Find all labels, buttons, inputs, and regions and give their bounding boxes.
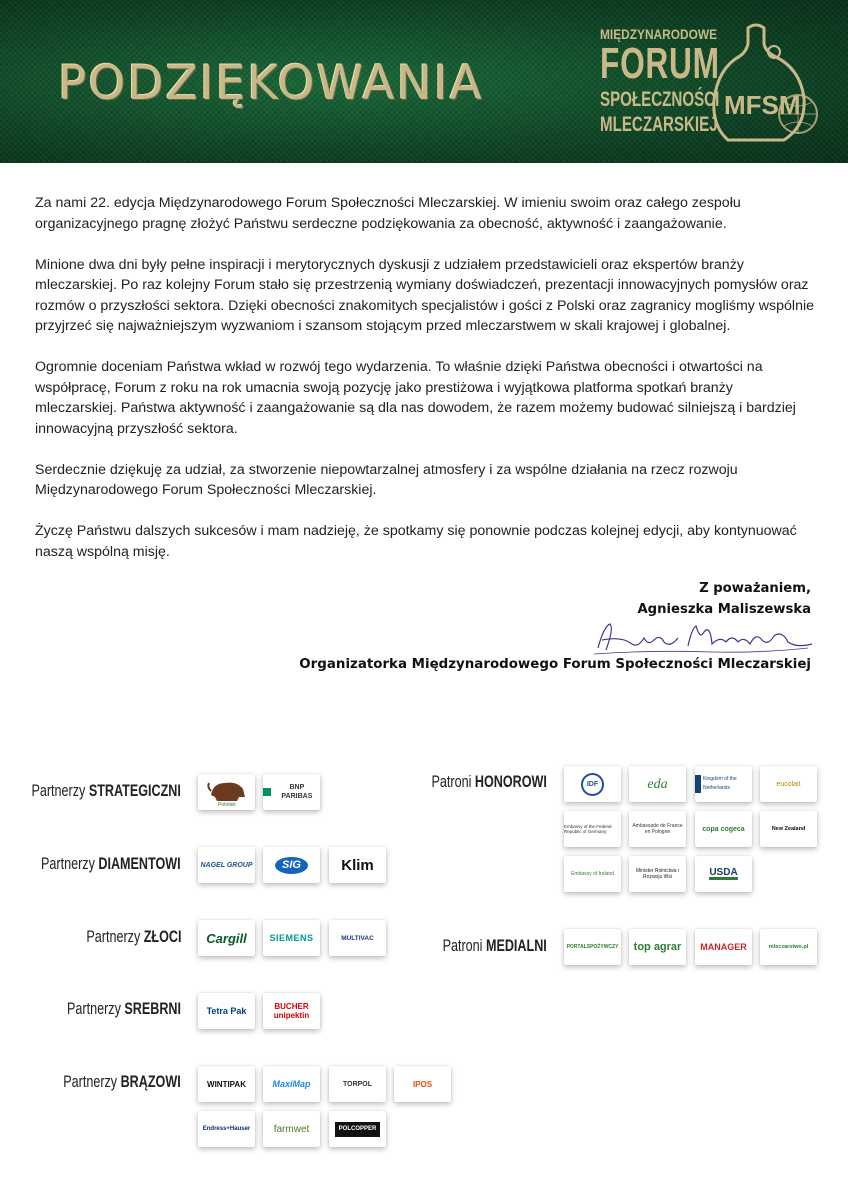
- logo-multivac[interactable]: MULTIVAC: [329, 920, 386, 956]
- brand-line-4: MLECZARSKIEJ: [600, 113, 718, 136]
- handwritten-signature: [592, 618, 816, 662]
- header-banner: [0, 0, 848, 163]
- brand-line-3: SPOŁECZNOŚCI: [600, 88, 720, 111]
- category-prefix: Partnerzy: [31, 781, 86, 800]
- category-prefix: Partnerzy: [67, 999, 121, 1018]
- signer-role: Organizatorka Międzynarodowego Forum Społeczności Mleczarskiej: [299, 657, 811, 672]
- letter-paragraph: Ogromnie doceniam Państwa wkład w rozwój tego wydarzenia. To właśnie dzięki Państwa obecności i otwartości na współpracę, Forum z roku na rok umacnia swoją pozycję jako prestiżowa i wyjątkowa platforma spotkań branży mleczarskiej. Państwa aktywność i zaangażowanie są dla nas dowodem, że razem możemy budować silniejszą i bardziej innowacyjną przyszłość sektora.: [35, 359, 796, 437]
- logo-siemens[interactable]: SIEMENS: [263, 920, 320, 956]
- logo-ministry-agriculture[interactable]: Minister Rolnictwa i Rozwoju Wsi: [629, 856, 686, 892]
- category-honorary: [432, 772, 547, 792]
- logo-ipos[interactable]: IPOS: [394, 1066, 451, 1102]
- logo-maximap[interactable]: MaxiMap: [263, 1066, 320, 1102]
- category-strategic: [32, 781, 181, 801]
- logo-bnp-paribas[interactable]: BNP PARIBAS: [263, 774, 320, 810]
- category-bronze: [64, 1072, 181, 1092]
- logo-sig[interactable]: SIG: [263, 847, 320, 883]
- bnp-star-icon: [263, 788, 271, 796]
- logo-german-embassy[interactable]: Embassy of the Federal Republic of Germany: [564, 811, 621, 847]
- logo-new-zealand[interactable]: New Zealand: [760, 811, 817, 847]
- signoff-block: [637, 578, 811, 620]
- brand-line-1: MIĘDZYNARODOWE: [600, 26, 718, 42]
- category-tier: BRĄZOWI: [120, 1072, 181, 1091]
- letter-paragraph: Za nami 22. edycja Międzynarodowego Forum Społeczności Mleczarskiej. W imieniu swoim oraz całego zespołu organizacyjnego pragnę złożyć Państwu serdeczne podziękowania za obecność, aktywność i zaangażowanie.: [35, 195, 741, 232]
- category-diamond: [41, 854, 181, 874]
- logo-idf[interactable]: IDF: [564, 766, 621, 802]
- closing-text: Z poważaniem,: [699, 581, 811, 596]
- signer-name: Agnieszka Maliszewska: [637, 602, 811, 617]
- bison-icon: [205, 777, 249, 807]
- logo-eucolait[interactable]: eucolait: [760, 766, 817, 802]
- svg-text:Polmlek: Polmlek: [217, 802, 236, 807]
- logo-nagel[interactable]: NAGEL GROUP: [198, 847, 255, 883]
- logo-wintipak[interactable]: WINTIPAK: [198, 1066, 255, 1102]
- category-tier: HONOROWI: [475, 772, 547, 791]
- letter-paragraph: Serdecznie dziękuję za udział, za stworzenie niepowtarzalnej atmosfery i za wspólne działania na rzecz rozwoju Międzynarodowego Forum Społeczności Mleczarskiej.: [35, 461, 738, 498]
- letter-paragraph: Życzę Państwu dalszych sukcesów i mam nadzieję, że spotkamy się ponownie podczas kolejnej edycji, aby kontynuować naszą wspólną misję.: [35, 523, 797, 560]
- brand-abbr: MFSM: [724, 90, 801, 120]
- logo-polmlek[interactable]: [198, 774, 255, 810]
- category-prefix: Partnerzy: [41, 854, 96, 873]
- category-prefix: Partnerzy: [63, 1072, 118, 1091]
- letter-paragraph: Minione dwa dni były pełne inspiracji i merytorycznych dyskusji z udziałem przedstawicieli oraz ekspertów branży mleczarskiej. Po raz kolejny Forum stało się przestrzenią wymiany doświadczeń, prezentacji innowacyjnych pomysłów oraz rozmów o przyszłości sektora. Dzięki obecności znakomitych specjalistów i gości z Polski oraz zagranicy mogliśmy wspólnie przyjrzeć się najważniejszym wyzwaniom i szansom stojącym przed mleczarstwem w skali krajowej i globalnej.: [35, 256, 815, 334]
- category-silver: [67, 999, 181, 1019]
- logo-tetra-pak[interactable]: Tetra Pak: [198, 993, 255, 1029]
- logo-bucher[interactable]: BUCHER unipektin: [263, 993, 320, 1029]
- logo-cargill[interactable]: Cargill: [198, 920, 255, 956]
- category-tier: STRATEGICZNI: [88, 781, 181, 800]
- category-prefix: Partnerzy: [85, 927, 140, 946]
- page-title: PODZIĘKOWANIA: [58, 56, 484, 111]
- category-tier: ZŁOCI: [143, 927, 181, 946]
- category-prefix: Patroni: [442, 936, 483, 955]
- category-gold: [86, 927, 181, 947]
- logo-polcopper[interactable]: POLCOPPER: [329, 1111, 386, 1147]
- logo-endress-hauser[interactable]: Endress+Hauser: [198, 1111, 255, 1147]
- logo-top-agrar[interactable]: top agrar: [629, 929, 686, 965]
- logo-klim[interactable]: Klim: [329, 847, 386, 883]
- category-tier: MEDIALNI: [486, 936, 547, 955]
- logo-irish-embassy[interactable]: Embassy of Ireland: [564, 856, 621, 892]
- logo-torpol[interactable]: TORPOL: [329, 1066, 386, 1102]
- logo-farmwet[interactable]: farmwet: [263, 1111, 320, 1147]
- letter-body: [35, 193, 815, 583]
- category-tier: DIAMENTOWI: [98, 854, 181, 873]
- logo-manager[interactable]: MANAGER: [695, 929, 752, 965]
- category-tier: SREBRNI: [124, 999, 181, 1018]
- milk-bottle-icon: [700, 22, 822, 147]
- logo-french-embassy[interactable]: Ambassade de France en Pologne: [629, 811, 686, 847]
- logo-mleczarstwo[interactable]: mleczarstwo.pl: [760, 929, 817, 965]
- forum-logo: [592, 22, 822, 147]
- category-prefix: Patroni: [431, 772, 472, 791]
- logo-portal-spozywczy[interactable]: PORTALSPOŻYWCZY: [564, 929, 621, 965]
- logo-netherlands[interactable]: Kingdom of the Netherlands: [695, 766, 752, 802]
- category-media: [443, 936, 547, 956]
- logo-copa-cogeca[interactable]: copa cogeca: [695, 811, 752, 847]
- brand-line-2: FORUM: [600, 39, 720, 88]
- logo-eda[interactable]: eda: [629, 766, 686, 802]
- logo-usda[interactable]: USDA: [695, 856, 752, 892]
